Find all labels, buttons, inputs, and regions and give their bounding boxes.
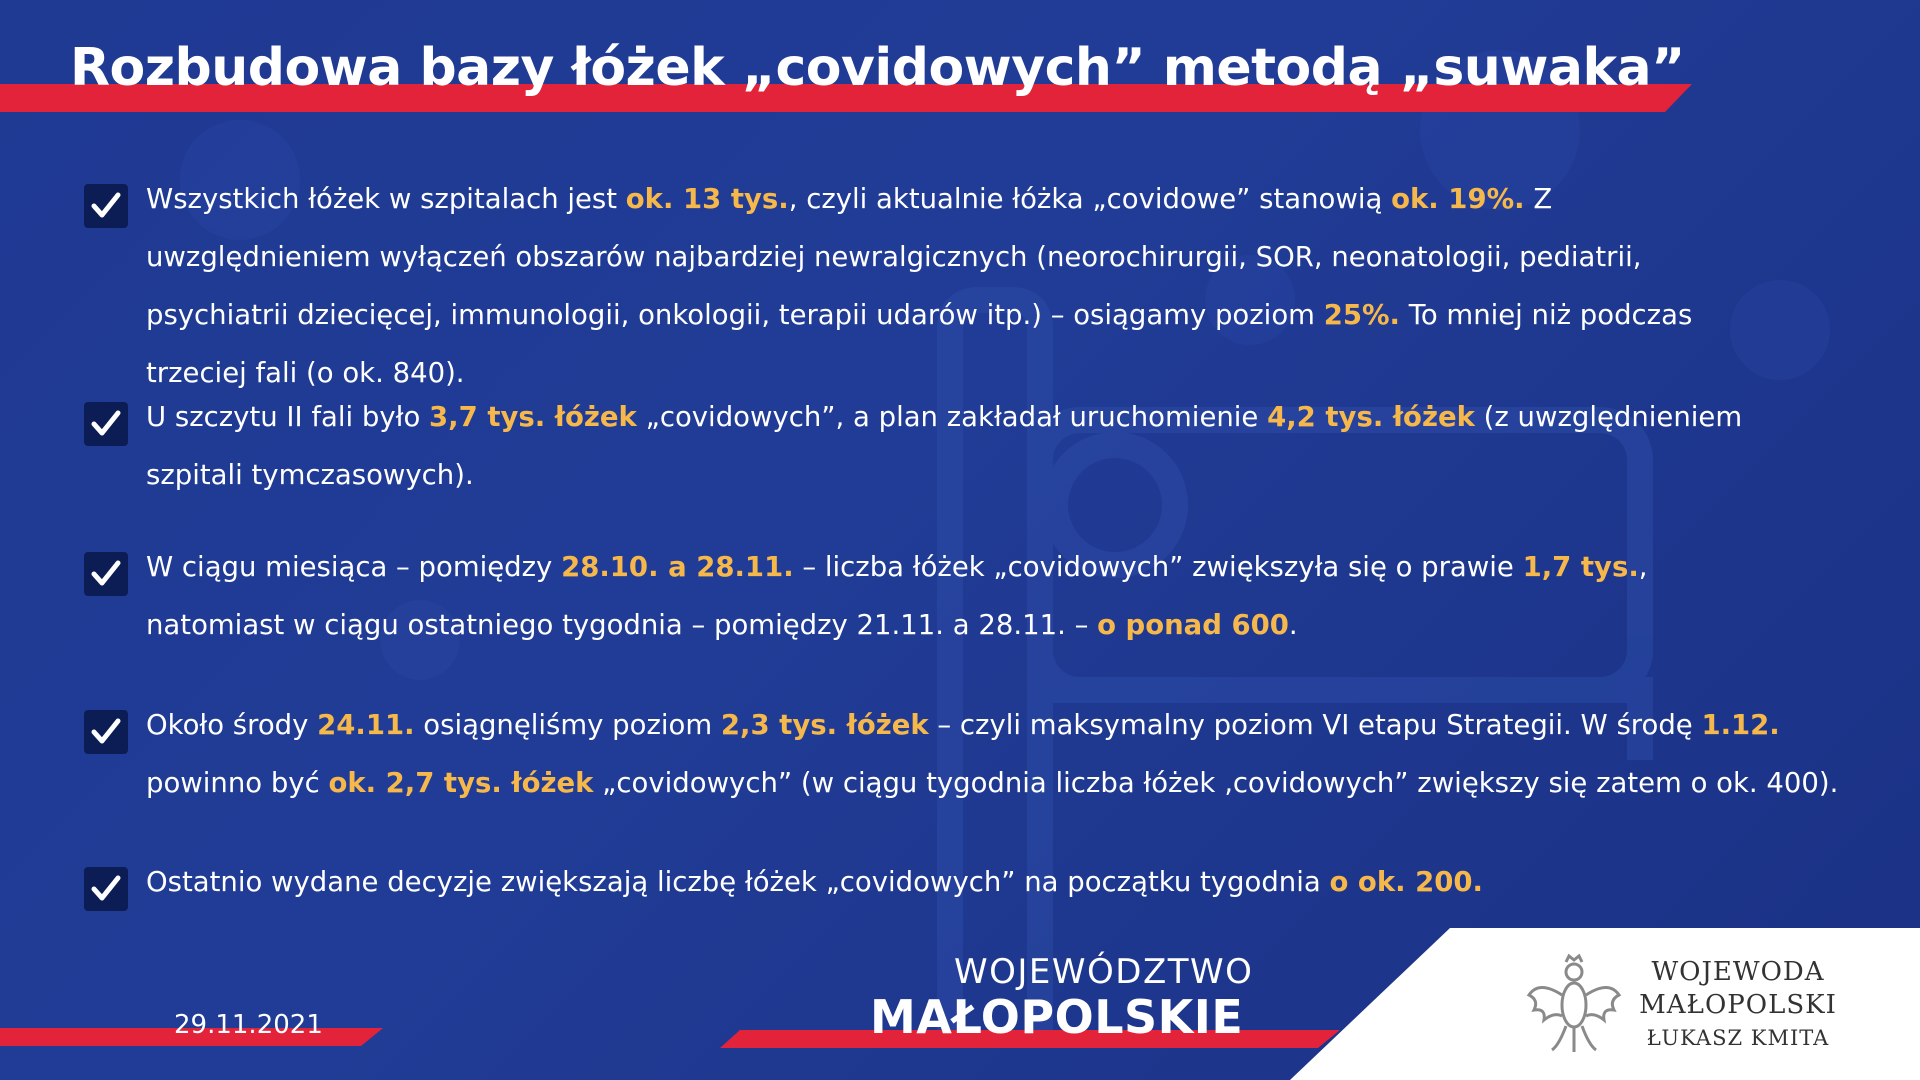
highlighted-value: o ponad 600 [1097,609,1289,641]
highlighted-value: ok. 19%. [1391,183,1525,215]
governor-line2: MAŁOPOLSKI [1639,990,1837,1020]
highlighted-value: 28.10. a 28.11. [561,551,794,583]
highlighted-value: 24.11. [317,709,415,741]
text-segment: . [1288,609,1298,641]
date-label: 29.11.2021 [174,1010,323,1040]
governor-label [1638,956,1838,1055]
text-segment: – czyli maksymalny poziom VI etapu Strategii. W środę [928,709,1702,741]
highlighted-value: 1.12. [1701,709,1780,741]
text-segment: – liczba łóżek „covidowych” zwiększyła się o prawie [793,551,1523,583]
highlighted-value: 2,3 tys. łóżek [720,709,929,741]
text-segment: Około środy [146,709,318,741]
text-segment: Ostatnio wydane decyzje zwiększają liczbę łóżek „covidowych” na początku tygodnia [146,866,1330,898]
highlighted-value: o ok. 200. [1329,866,1483,898]
text-segment: U szczytu II fali było [146,401,430,433]
highlighted-value: 1,7 tys. [1522,551,1639,583]
coat-of-arms-eagle-icon [1524,950,1624,1060]
region-name-line1: WOJEWÓDZTWO [954,952,1254,992]
text-segment: To mniej niż podczas trzeciej fali (o ok. 840). [146,299,1693,389]
text-segment: „covidowych” (w ciągu tygodnia liczba łóżek ‚covidowych” zwiększy się zatem o ok. 400). [593,767,1839,799]
highlighted-value: 3,7 tys. łóżek [429,401,637,433]
text-segment: Z uwzględnieniem wyłączeń obszarów najbardziej newralgicznych (neorochirurgii, SOR, neonatologii, pediatrii, psychiatrii dziecięcej, immunologii, onkologii, terapii udarów itp.) – osiągamy poziom [146,183,1642,331]
page-title: Rozbudowa bazy łóżek „covidowych” metodą „suwaka” [70,38,1685,98]
text-segment: (z uwzględnieniem szpitali tymczasowych). [146,401,1743,491]
text-segment: powinno być [146,767,329,799]
text-segment: „covidowych”, a plan zakładał uruchomienie [636,401,1268,433]
governor-line1: WOJEWODA [1651,957,1825,987]
highlighted-value: 25%. [1323,299,1400,331]
text-segment: W ciągu miesiąca – pomiędzy [146,551,562,583]
highlighted-value: ok. 2,7 tys. łóżek [328,767,594,799]
region-name-line2: MAŁOPOLSKIE [870,990,1244,1044]
text-segment: osiągnęliśmy poziom [414,709,721,741]
highlighted-value: 4,2 tys. łóżek [1267,401,1475,433]
governor-line3: ŁUKASZ KMITA [1646,1026,1830,1050]
text-segment: , czyli aktualnie łóżka „covidowe” stanowią [788,183,1392,215]
highlighted-value: ok. 13 tys. [625,183,789,215]
text-segment: Wszystkich łóżek w szpitalach jest [146,183,626,215]
text-segment: , natomiast w ciągu ostatniego tygodnia – pomiędzy 21.11. a 28.11. – [146,551,1648,641]
